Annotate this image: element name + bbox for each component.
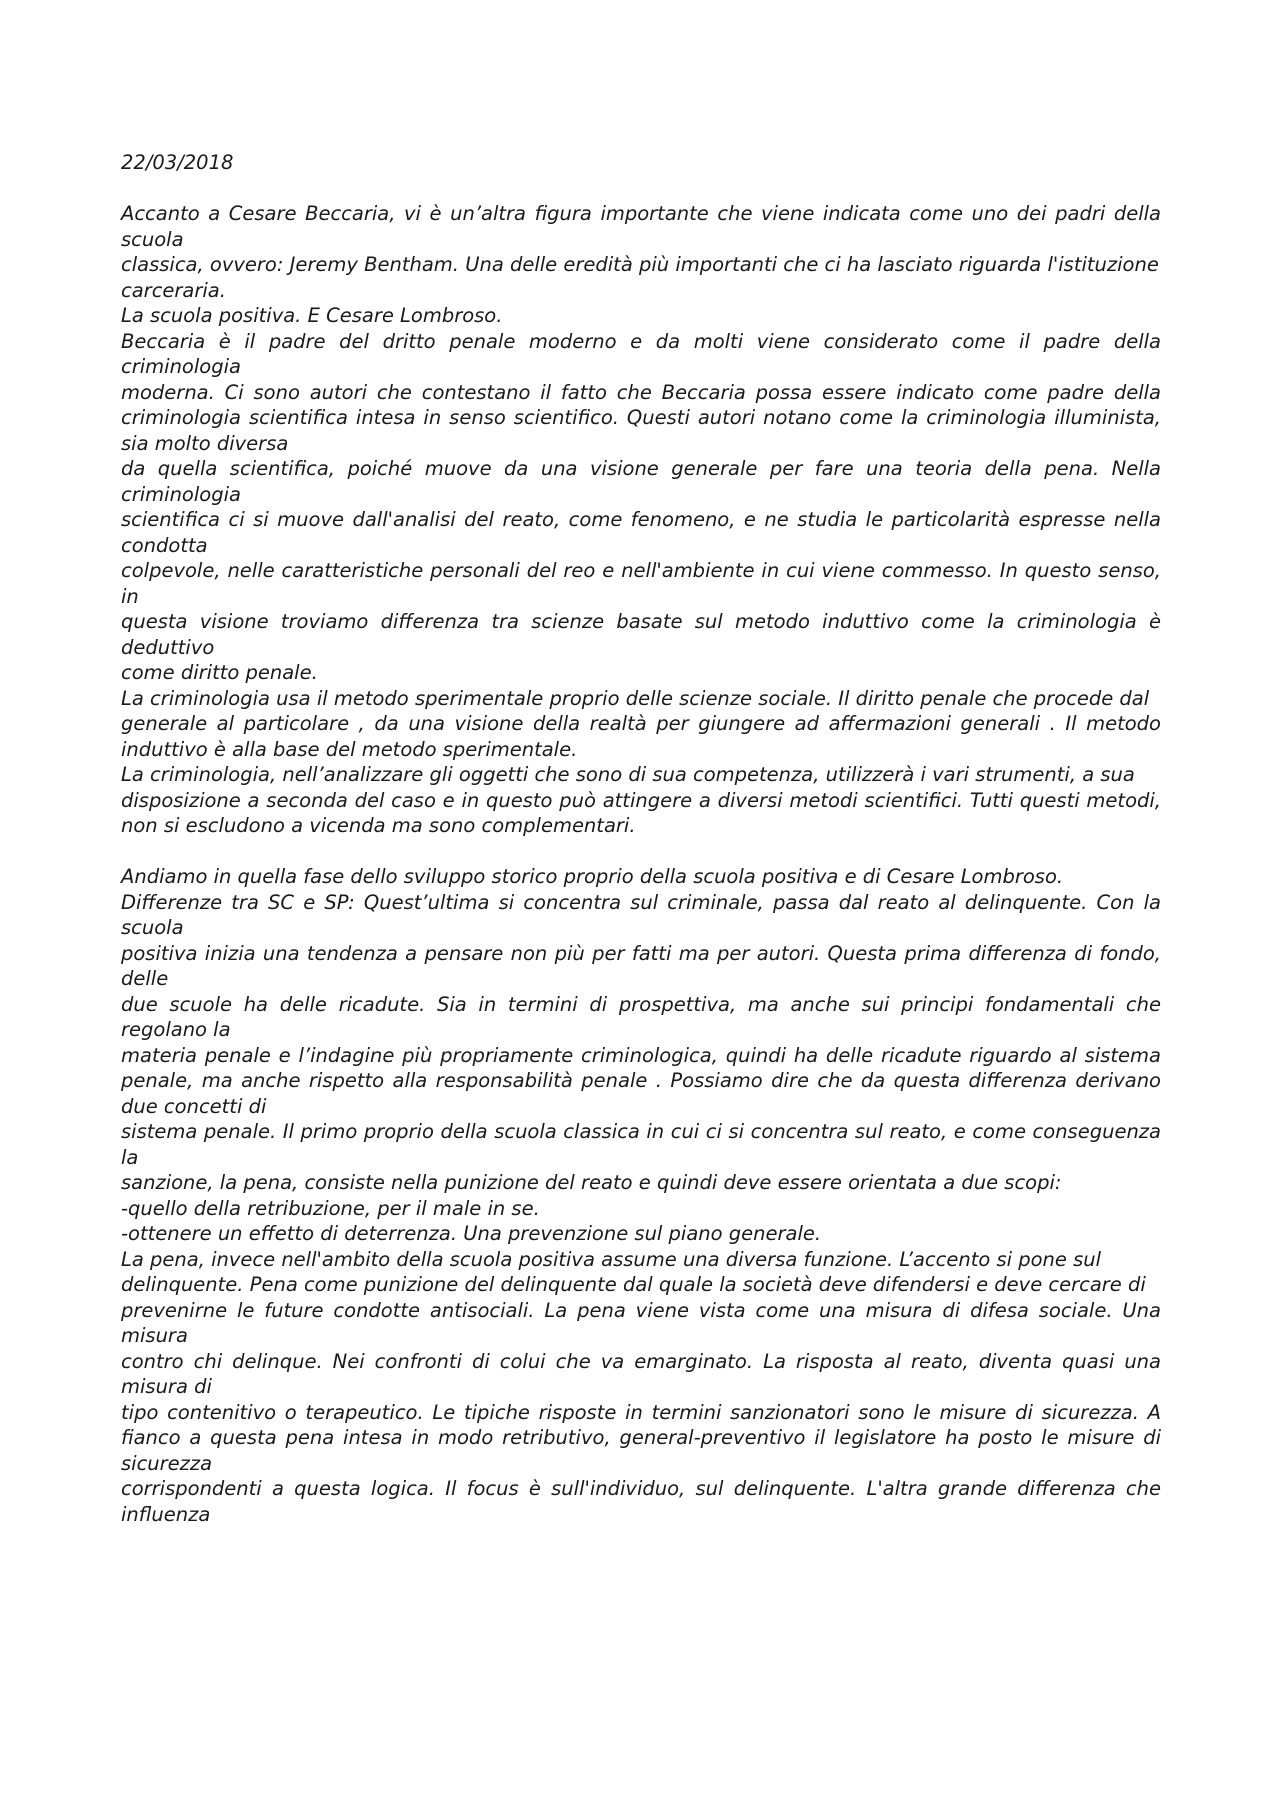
paragraph-line: delinquente. Pena come punizione del delinquente dal quale la società deve difendersi e deve cercare di	[121, 1273, 1146, 1296]
paragraph-line: corrispondenti a questa logica. Il focus è sull'individuo, sul delinquente. L'altra grande differenza che influenza	[121, 1477, 1161, 1526]
paragraph-line: classica, ovvero: Jeremy Bentham. Una delle eredità più importanti che ci ha lasciato riguarda l'istituzione	[121, 253, 1159, 276]
paragraph-line: positiva inizia una tendenza a pensare non più per fatti ma per autori. Questa prima differenza di fondo, delle	[121, 941, 1161, 990]
paragraph-line: materia penale e l’indagine più propriamente criminologica, quindi ha delle ricadute riguardo al sistema penale, ma anche rispetto alla responsabilità penale . Possiamo dire che da questa differenza derivano due concetti di	[121, 1043, 1161, 1118]
paragraph-line: moderna. Ci sono autori che contestano il fatto che Beccaria possa essere indicato come padre della criminologia scientifica intesa in senso scientifico. Questi autori notano come la criminologia illuminista, sia molto diversa	[121, 380, 1161, 455]
paragraph-line: -quello della retribuzione, per il male in se.	[121, 1196, 540, 1220]
paragraph-line: questa visione troviamo differenza tra scienze basate sul metodo induttivo come la criminologia è deduttivo	[121, 610, 1161, 659]
paragraph-line: come diritto penale.	[121, 661, 318, 684]
paragraph-line: sistema penale. Il primo proprio della scuola classica in cui ci si concentra sul reato, e come conseguenza la	[121, 1120, 1161, 1169]
paragraph-line: La scuola positiva. E Cesare Lombroso.	[121, 304, 503, 327]
paragraph-line: Accanto a Cesare Beccaria, vi è un’altra figura importante che viene indicata come uno dei padri della scuola	[121, 202, 1161, 251]
document-text	[121, 201, 1161, 1527]
paragraph-line: da quella scientifica, poiché muove da una visione generale per fare una teoria della pena. Nella criminologia	[121, 457, 1161, 506]
paragraph-line: Differenze tra SC e SP: Quest’ultima si concentra sul criminale, passa dal reato al delinquente. Con la scuola	[121, 890, 1161, 939]
paragraph-line: scientifica ci si muove dall'analisi del reato, come fenomeno, e ne studia le particolarità espresse nella condotta	[121, 508, 1161, 557]
paragraph-line: La criminologia usa il metodo sperimentale proprio delle scienze sociale. Il diritto penale che procede dal	[121, 686, 1150, 710]
paragraph-line: disposizione a seconda del caso e in questo può attingere a diversi metodi scientifici. Tutti questi metodi, non si escludono a vicenda ma sono complementari.	[121, 788, 1161, 837]
paragraph-line: contro chi delinque. Nei confronti di colui che va emarginato. La risposta al reato, diventa quasi una misura di	[121, 1349, 1161, 1398]
paragraph-line: sanzione, la pena, consiste nella punizione del reato e quindi deve essere orientata a due scopi:	[121, 1171, 1062, 1194]
blank-line	[121, 839, 1161, 865]
paragraph-line: Beccaria è il padre del dritto penale moderno e da molti viene considerato come il padre della criminologia	[121, 329, 1161, 378]
paragraph-line: La criminologia, nell’analizzare gli oggetti che sono di sua competenza, utilizzerà i vari strumenti, a sua	[121, 763, 1135, 786]
paragraph-line: -ottenere un effetto di deterrenza. Una prevenzione sul piano generale.	[121, 1222, 822, 1245]
paragraph-line: carceraria.	[121, 278, 226, 302]
paragraph-line: colpevole, nelle caratteristiche personali del reo e nell'ambiente in cui viene commesso. In questo senso, in	[121, 559, 1161, 608]
paragraph-line: tipo contenitivo o terapeutico. Le tipiche risposte in termini sanzionatori sono le misure di sicurezza. A fianco a questa pena intesa in modo retributivo, general-preventivo il legislatore ha posto le misure di sicurezza	[121, 1400, 1161, 1475]
paragraph-line: Andiamo in quella fase dello sviluppo storico proprio della scuola positiva e di Cesare Lombroso.	[121, 865, 1064, 888]
paragraph-line: prevenirne le future condotte antisociali. La pena viene vista come una misura di difesa sociale. Una misura	[121, 1298, 1161, 1347]
document-body	[121, 150, 1161, 1527]
paragraph-line: due scuole ha delle ricadute. Sia in termini di prospettiva, ma anche sui principi fondamentali che regolano la	[121, 992, 1161, 1041]
paragraph-line: generale al particolare , da una visione della realtà per giungere ad affermazioni generali . Il metodo induttivo è alla base del metodo sperimentale.	[121, 712, 1161, 761]
paragraph-line: La pena, invece nell'ambito della scuola positiva assume una diversa funzione. L’accento si pone sul	[121, 1247, 1102, 1271]
document-date: 22/03/2018	[121, 151, 234, 174]
